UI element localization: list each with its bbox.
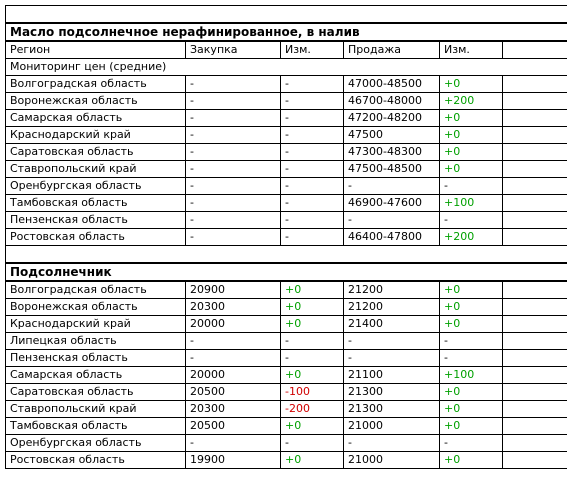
table-row [6,195,567,212]
empty-cell [503,161,567,178]
price-table-body [6,6,567,469]
region-cell: Саратовская область [6,384,186,401]
purchase-change-cell: - [281,110,344,127]
sale-change-cell: - [440,350,503,367]
region-cell: Самарская область [6,110,186,127]
table-row [6,127,567,144]
region-cell: Ростовская область [6,452,186,469]
purchase-change-cell: -200 [281,401,344,418]
table-row [6,229,567,246]
purchase-change-cell: - [281,212,344,229]
sale-change-cell: +0 [440,401,503,418]
purchase-cell: - [186,178,281,195]
sale-cell: 46900-47600 [344,195,440,212]
empty-cell [503,212,567,229]
region-cell: Ставропольский край [6,401,186,418]
purchase-change-cell: +0 [281,367,344,384]
sale-change-cell: +0 [440,452,503,469]
sale-change-cell: +0 [440,281,503,299]
purchase-cell: 20900 [186,281,281,299]
subtitle-row [6,59,567,76]
sale-cell: 21200 [344,281,440,299]
region-cell: Волгоградская область [6,281,186,299]
sale-change-cell: +100 [440,367,503,384]
table-row [6,418,567,435]
region-cell: Оренбургская область [6,178,186,195]
table-row [6,316,567,333]
region-cell: Саратовская область [6,144,186,161]
sale-cell: - [344,212,440,229]
sale-change-cell: +0 [440,384,503,401]
column-header: Закупка [186,41,281,59]
region-cell: Пензенская область [6,350,186,367]
column-header: Изм. [281,41,344,59]
sale-cell: 21000 [344,452,440,469]
region-cell: Ростовская область [6,229,186,246]
purchase-change-cell: - [281,93,344,110]
purchase-cell: - [186,435,281,452]
section-title: Подсолнечник [6,263,567,281]
purchase-cell: - [186,333,281,350]
sale-cell: - [344,178,440,195]
empty-cell [503,333,567,350]
purchase-cell: - [186,127,281,144]
purchase-change-cell: +0 [281,316,344,333]
purchase-cell: - [186,195,281,212]
sale-cell: - [344,435,440,452]
purchase-cell: - [186,350,281,367]
empty-cell [503,299,567,316]
empty-cell [503,178,567,195]
sale-change-cell: +200 [440,229,503,246]
purchase-change-cell: - [281,144,344,161]
empty-cell [503,229,567,246]
empty-cell [503,110,567,127]
empty-cell [503,435,567,452]
section-title: Масло подсолнечное нерафинированное, в налив [6,23,567,41]
region-cell: Краснодарский край [6,316,186,333]
region-cell: Воронежская область [6,299,186,316]
empty-cell [503,384,567,401]
table-row [6,350,567,367]
table-row [6,178,567,195]
empty-cell [503,401,567,418]
sale-change-cell: - [440,435,503,452]
sale-change-cell: +0 [440,299,503,316]
purchase-cell: 20500 [186,384,281,401]
table-row [6,384,567,401]
sale-cell: 21400 [344,316,440,333]
purchase-change-cell: +0 [281,418,344,435]
region-cell: Самарская область [6,367,186,384]
purchase-change-cell: +0 [281,452,344,469]
table-row [6,367,567,384]
sale-cell: 47500-48500 [344,161,440,178]
purchase-cell: - [186,76,281,93]
table-row [6,333,567,350]
section-title-row [6,23,567,41]
purchase-change-cell: - [281,178,344,195]
sale-cell: 46700-48000 [344,93,440,110]
sale-cell: 47500 [344,127,440,144]
empty-cell [503,41,567,59]
purchase-cell: 20500 [186,418,281,435]
empty-cell [6,6,567,24]
empty-cell [503,350,567,367]
purchase-cell: - [186,161,281,178]
table-row [6,144,567,161]
purchase-cell: - [186,229,281,246]
sale-cell: 47300-48300 [344,144,440,161]
purchase-change-cell: - [281,76,344,93]
sale-change-cell: +0 [440,161,503,178]
purchase-change-cell: +0 [281,281,344,299]
purchase-cell: - [186,144,281,161]
sale-change-cell: +0 [440,110,503,127]
region-cell: Воронежская область [6,93,186,110]
purchase-change-cell: - [281,333,344,350]
region-cell: Оренбургская область [6,435,186,452]
sale-change-cell: +0 [440,76,503,93]
sale-change-cell: +0 [440,316,503,333]
sale-change-cell: +0 [440,418,503,435]
empty-cell [503,93,567,110]
region-cell: Тамбовская область [6,418,186,435]
purchase-change-cell: - [281,350,344,367]
empty-cell [503,418,567,435]
column-header: Продажа [344,41,440,59]
empty-cell [503,452,567,469]
purchase-cell: 19900 [186,452,281,469]
empty-row [6,6,567,24]
table-row [6,76,567,93]
purchase-cell: - [186,212,281,229]
section-title-row [6,263,567,281]
sale-cell: 47200-48200 [344,110,440,127]
sale-cell: 21200 [344,299,440,316]
sale-change-cell: +0 [440,127,503,144]
table-row [6,93,567,110]
sale-cell: 47000-48500 [344,76,440,93]
sale-change-cell: +100 [440,195,503,212]
purchase-cell: 20000 [186,367,281,384]
table-row [6,110,567,127]
table-row [6,299,567,316]
empty-cell [503,127,567,144]
sale-change-cell: +0 [440,144,503,161]
column-header: Регион [6,41,186,59]
sale-cell: - [344,350,440,367]
empty-row [6,246,567,264]
purchase-cell: - [186,93,281,110]
empty-cell [503,367,567,384]
section-subtitle: Мониторинг цен (средние) [6,59,567,76]
purchase-change-cell: - [281,127,344,144]
purchase-change-cell: +0 [281,299,344,316]
sale-cell: 21300 [344,401,440,418]
region-cell: Волгоградская область [6,76,186,93]
sale-change-cell: +200 [440,93,503,110]
empty-cell [503,195,567,212]
region-cell: Пензенская область [6,212,186,229]
sale-change-cell: - [440,333,503,350]
region-cell: Липецкая область [6,333,186,350]
sale-cell: 46400-47800 [344,229,440,246]
purchase-cell: 20300 [186,299,281,316]
sale-cell: 21300 [344,384,440,401]
sale-cell: - [344,333,440,350]
empty-cell [503,76,567,93]
header-row [6,41,567,59]
region-cell: Краснодарский край [6,127,186,144]
table-row [6,452,567,469]
purchase-cell: 20300 [186,401,281,418]
purchase-change-cell: - [281,161,344,178]
sale-change-cell: - [440,178,503,195]
table-row [6,161,567,178]
column-header: Изм. [440,41,503,59]
table-row [6,212,567,229]
purchase-change-cell: - [281,435,344,452]
empty-cell [503,281,567,299]
table-row [6,281,567,299]
purchase-cell: 20000 [186,316,281,333]
sale-change-cell: - [440,212,503,229]
purchase-change-cell: - [281,195,344,212]
empty-cell [503,144,567,161]
region-cell: Тамбовская область [6,195,186,212]
empty-cell [503,316,567,333]
purchase-change-cell: - [281,229,344,246]
price-table [5,5,567,469]
region-cell: Ставропольский край [6,161,186,178]
table-row [6,401,567,418]
sale-cell: 21100 [344,367,440,384]
table-row [6,435,567,452]
empty-cell [6,246,567,264]
sale-cell: 21000 [344,418,440,435]
purchase-cell: - [186,110,281,127]
purchase-change-cell: -100 [281,384,344,401]
